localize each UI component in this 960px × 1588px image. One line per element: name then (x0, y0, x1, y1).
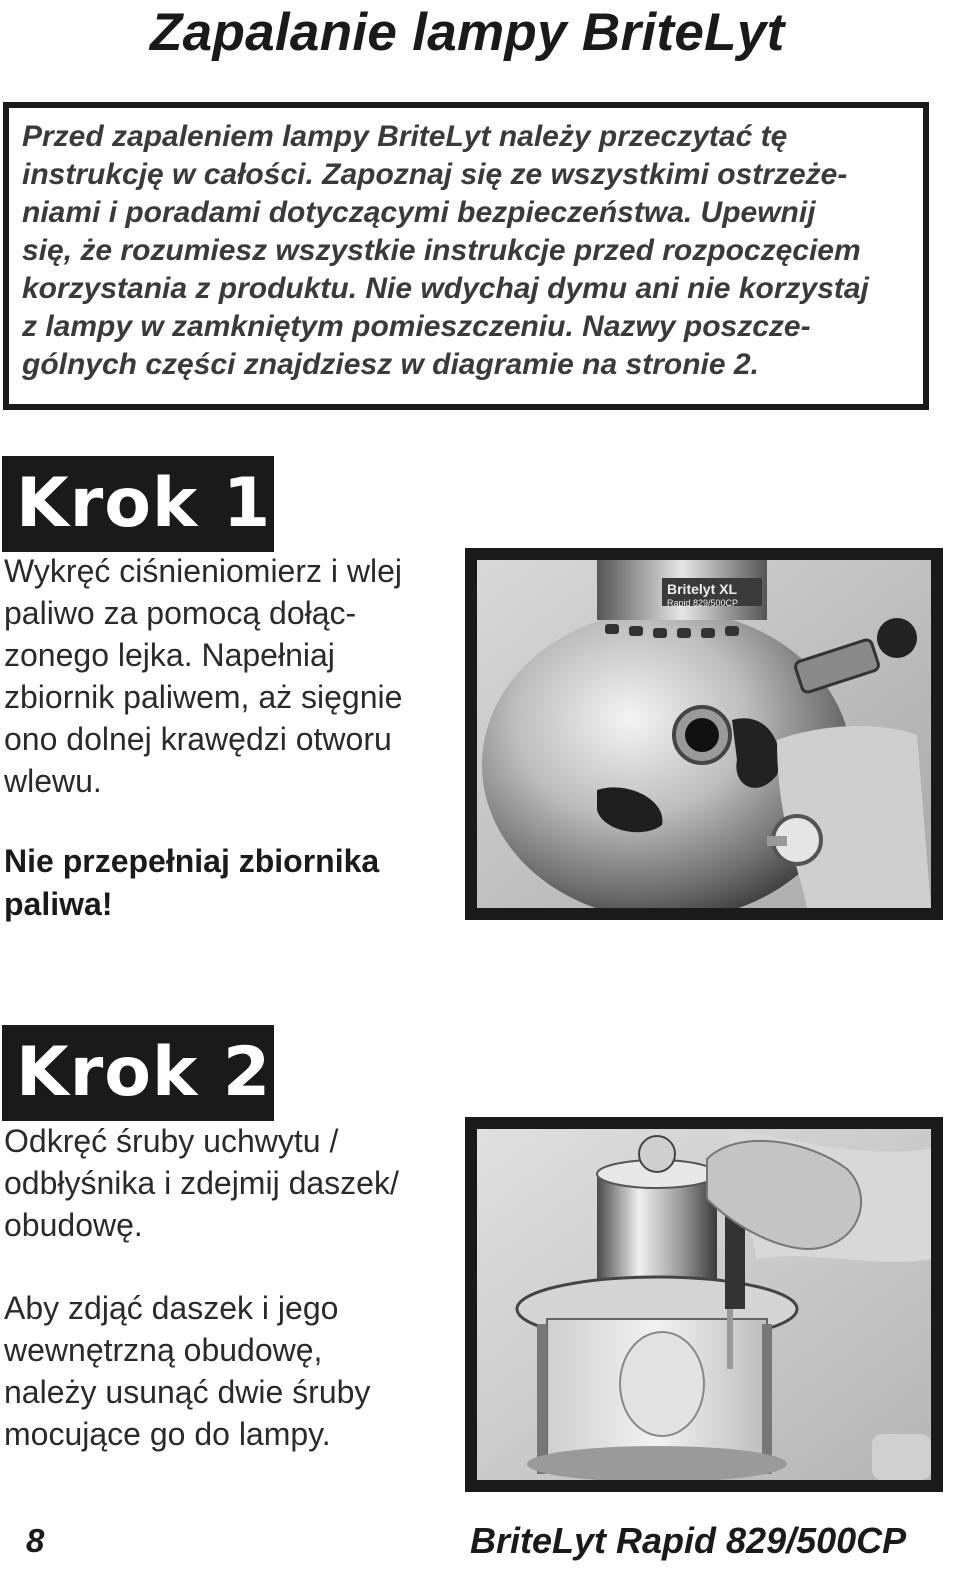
step-1-text: paliwo za pomocą dołąc- (4, 595, 357, 631)
step-2-text: wewnętrzną obudowę, (4, 1332, 323, 1368)
step-2-text: obudowę. (4, 1207, 143, 1243)
step-1-text: Wykręć ciśnieniomierz i wlej (4, 553, 403, 589)
warning-line: z lampy w zamkniętym pomieszczeniu. Nazwy poszcze- (22, 310, 811, 343)
warning-line: Przed zapaleniem lampy BriteLyt należy przeczytać tę (22, 120, 788, 153)
step-2-text: odbłyśnika i zdejmij daszek/ (4, 1165, 399, 1201)
step-2-badge: Krok 2 (2, 1025, 274, 1121)
warning-line: się, że rozumiesz wszystkie instrukcje przed rozpoczęciem (22, 234, 861, 267)
step-1-photo (465, 548, 943, 920)
footer-product-name: BriteLyt Rapid 829/500CP (470, 1520, 907, 1561)
step-1-warning: Nie przepełniaj zbiornika (4, 843, 380, 879)
step-1-warning: paliwa! (4, 886, 113, 922)
photo-label-brand: Britelyt XL (667, 581, 738, 597)
step-1-text: zbiornik paliwem, aż sięgnie (4, 679, 403, 715)
step-2-text: Aby zdjąć daszek i jego (4, 1290, 339, 1326)
warning-line: niami i poradami dotyczącymi bezpieczeństwa. Upewnij (22, 196, 816, 229)
step-1-text: wlewu. (4, 763, 102, 799)
step-1-text: zonego lejka. Napełniaj (4, 637, 335, 673)
step-2-text: mocujące go do lampy. (4, 1416, 331, 1452)
step-2-photo (465, 1117, 943, 1492)
step-2-text: Odkręć śruby uchwytu / (4, 1123, 339, 1159)
lamp-hood-removal-illustration (477, 1129, 931, 1480)
page-number: 8 (26, 1522, 45, 1559)
step-1-text: ono dolnej krawędzi otworu (4, 721, 392, 757)
lamp-fuel-tank-illustration (477, 560, 931, 908)
warning-line: gólnych części znajdziesz w diagramie na stronie 2. (22, 348, 759, 381)
photo-label-model: Rapid 829/500CP (667, 598, 739, 608)
warning-line: korzystania z produktu. Nie wdychaj dymu ani nie korzystaj (22, 272, 869, 305)
step-2-text: należy usunąć dwie śruby (4, 1374, 371, 1410)
warning-line: instrukcję w całości. Zapoznaj się ze wszystkimi ostrzeże- (22, 158, 848, 191)
page-title: Zapalanie lampy BriteLyt (150, 3, 785, 62)
step-1-badge: Krok 1 (2, 456, 274, 552)
safety-warning-box (3, 102, 929, 410)
